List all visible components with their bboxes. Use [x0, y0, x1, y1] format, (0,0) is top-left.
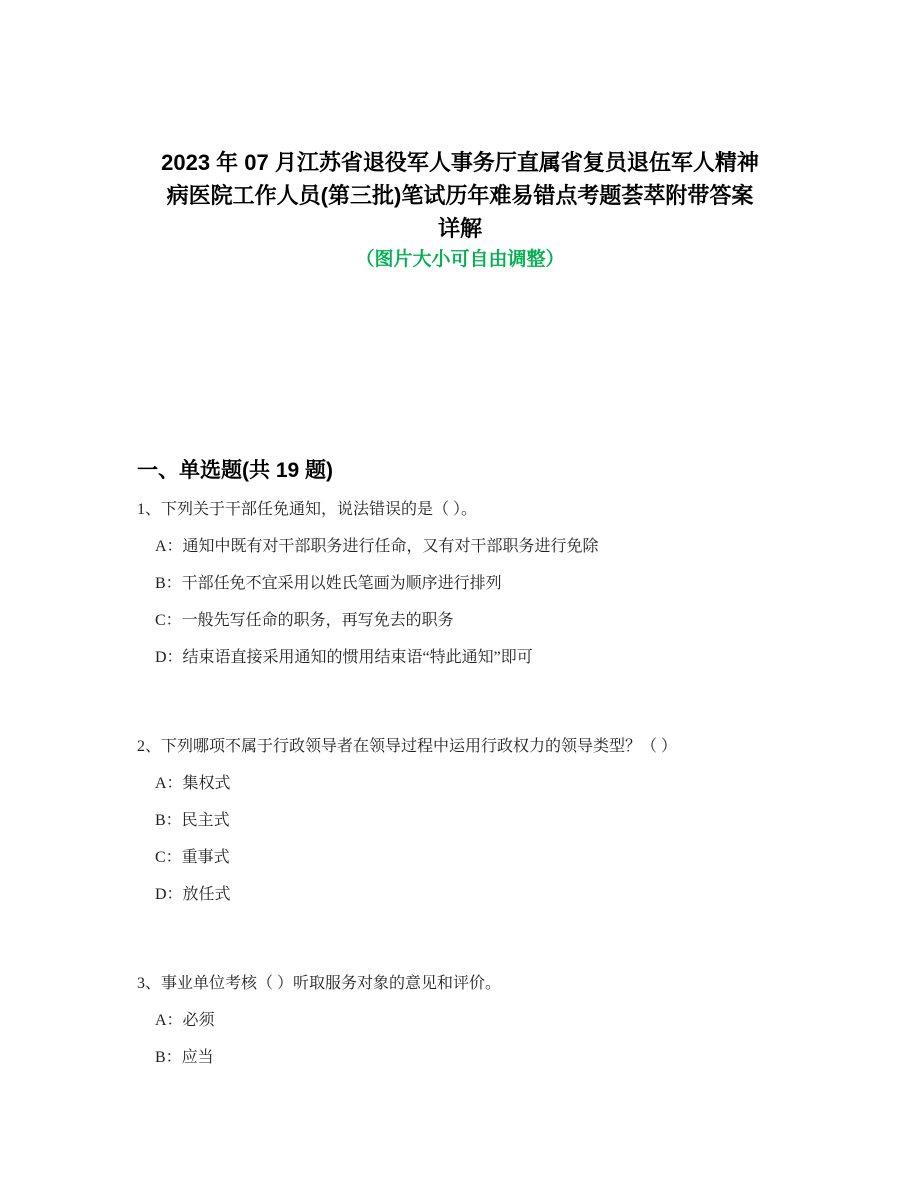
question-1-text: 1、下列关于干部任免通知，说法错误的是（ ）。	[137, 501, 478, 518]
question-3-text: 3、事业单位考核（ ）听取服务对象的意见和评价。	[137, 975, 502, 992]
section-heading: 一、单选题(共 19 题)	[137, 459, 334, 482]
question-1	[0, 485, 920, 669]
question-2-option-b: B：民主式	[155, 812, 230, 829]
question-2-option-d: D：放任式	[155, 886, 231, 903]
title-line-3: 详解	[437, 216, 482, 241]
document-title	[0, 146, 920, 245]
question-2-text: 2、下列哪项不属于行政领导者在领导过程中运用行政权力的领导类型？（ ）	[137, 738, 678, 755]
image-resize-note: （图片大小可自由调整）	[355, 249, 565, 270]
question-2-option-c: C：重事式	[155, 849, 230, 866]
question-1-option-b: B：干部任免不宜采用以姓氏笔画为顺序进行排列	[155, 575, 502, 592]
question-2-option-a: A：集权式	[155, 775, 231, 792]
question-list	[0, 485, 920, 1069]
title-line-2: 病医院工作人员(第三批)笔试历年难易错点考题荟萃附带答案	[166, 183, 754, 208]
question-1-option-a: A：通知中既有对干部职务进行任命，又有对干部职务进行免除	[155, 538, 599, 555]
question-3-option-b: B：应当	[155, 1049, 214, 1066]
question-3	[0, 906, 920, 1069]
question-1-option-d: D：结束语直接采用通知的惯用结束语“特此通知”即可	[155, 649, 533, 666]
question-2	[0, 669, 920, 906]
title-line-1: 2023 年 07 月江苏省退役军人事务厅直属省复员退伍军人精神	[161, 150, 759, 175]
question-1-option-c: C：一般先写任命的职务，再写免去的职务	[155, 612, 454, 629]
single-choice-section	[0, 275, 920, 1069]
document-header	[0, 0, 920, 275]
question-3-option-a: A：必须	[155, 1012, 215, 1029]
